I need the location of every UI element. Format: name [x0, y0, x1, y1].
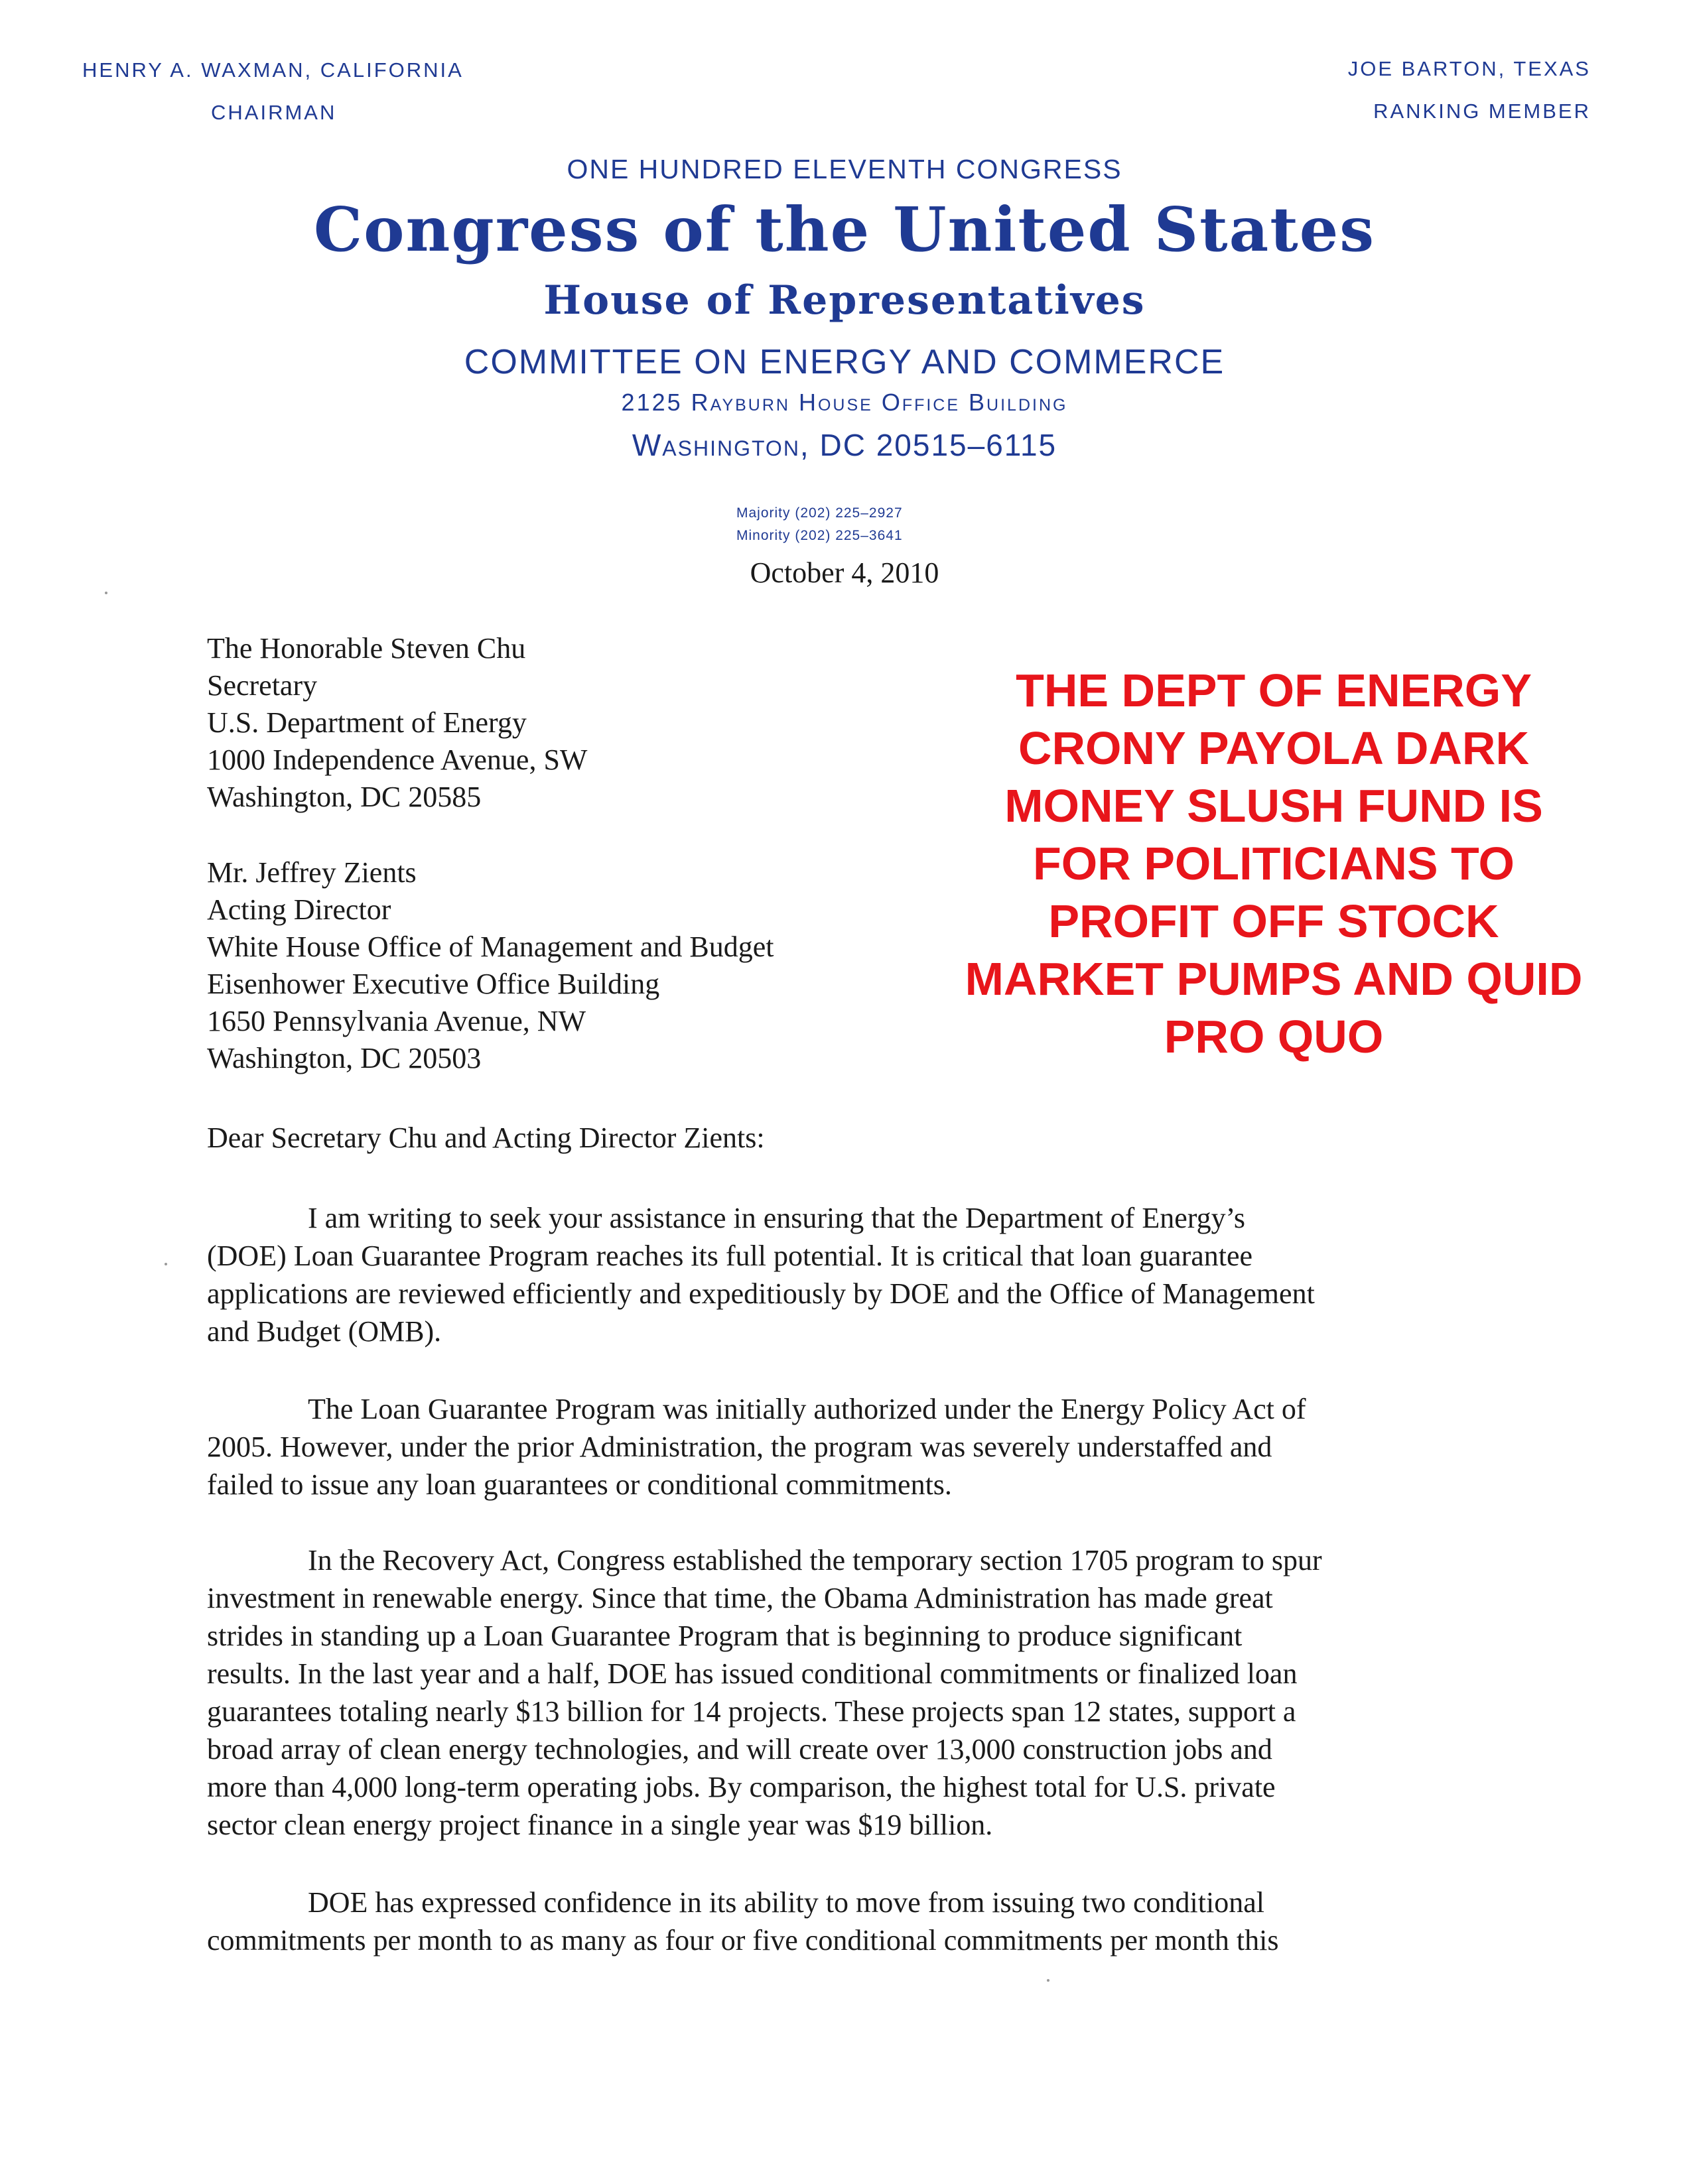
committee-name: COMMITTEE ON ENERGY AND COMMERCE — [464, 343, 1225, 381]
recipient-address-chu — [207, 630, 587, 816]
scan-speck — [105, 592, 107, 594]
red-overlay-annotation — [915, 662, 1632, 1066]
address-line: Secretary — [207, 669, 318, 702]
recipient-address-zients — [207, 854, 774, 1077]
paragraph-line: sector clean energy project finance in a single year was $19 billion. — [207, 1809, 993, 1841]
paragraph-line: DOE has expressed confidence in its ability to move from issuing two conditional — [308, 1886, 1264, 1919]
scan-speck — [165, 1263, 167, 1265]
paragraph-line: applications are reviewed efficiently and expeditiously by DOE and the Office of Management — [207, 1277, 1315, 1310]
congress-title: Congress of the United States — [313, 194, 1376, 265]
paragraph-line: more than 4,000 long-term operating jobs. By comparison, the highest total for U.S. private — [207, 1771, 1276, 1803]
address-line: Acting Director — [207, 893, 391, 926]
paragraph-line: failed to issue any loan guarantees or conditional commitments. — [207, 1468, 952, 1501]
paragraph-line: commitments per month to as many as four or five conditional commitments per month this — [207, 1924, 1279, 1957]
paragraph-line: and Budget (OMB). — [207, 1315, 442, 1348]
address-line: Washington, DC 20585 — [207, 781, 482, 813]
paragraph-line: I am writing to seek your assistance in ensuring that the Department of Energy’s — [308, 1202, 1245, 1234]
overlay-line: THE DEPT OF ENERGY — [1016, 665, 1532, 716]
address-line: Washington, DC 20503 — [207, 1042, 482, 1074]
overlay-line: PROFIT OFF STOCK — [1048, 895, 1499, 947]
paragraph-3 — [207, 1541, 1322, 1844]
overlay-line: MONEY SLUSH FUND IS — [1004, 780, 1543, 832]
address-line: White House Office of Management and Budget — [207, 931, 774, 963]
paragraph-line: The Loan Guarantee Program was initially authorized under the Energy Policy Act of — [308, 1393, 1306, 1425]
paragraph-line: guarantees totaling nearly $13 billion for 14 projects. These projects span 12 states, support a — [207, 1695, 1296, 1728]
paragraph-line: results. In the last year and a half, DOE has issued conditional commitments or finalized loan — [207, 1657, 1298, 1690]
paragraph-line: broad array of clean energy technologies, and will create over 13,000 construction jobs and — [207, 1733, 1272, 1766]
paragraph-line: investment in renewable energy. Since that time, the Obama Administration has made great — [207, 1582, 1273, 1614]
address-line: 1650 Pennsylvania Avenue, NW — [207, 1005, 586, 1037]
paragraph-line: 2005. However, under the prior Administration, the program was severely understaffed and — [207, 1431, 1272, 1463]
ranking-member-title: RANKING MEMBER — [1373, 99, 1591, 123]
office-city: Washington, DC 20515–6115 — [632, 428, 1057, 462]
letter-date: October 4, 2010 — [750, 556, 939, 589]
chairman-name: HENRY A. WAXMAN, CALIFORNIA — [82, 58, 464, 82]
address-line: The Honorable Steven Chu — [207, 632, 526, 665]
house-title: House of Representatives — [543, 277, 1146, 324]
overlay-line: CRONY PAYOLA DARK — [1018, 722, 1530, 774]
paragraph-line: (DOE) Loan Guarantee Program reaches its full potential. It is critical that loan guarantee — [207, 1240, 1253, 1272]
salutation: Dear Secretary Chu and Acting Director Zients: — [207, 1122, 765, 1154]
paragraph-2 — [207, 1390, 1306, 1504]
paragraph-line: strides in standing up a Loan Guarantee Program that is beginning to produce significant — [207, 1620, 1243, 1652]
chairman-title: CHAIRMAN — [211, 101, 337, 124]
overlay-line: PRO QUO — [1164, 1011, 1384, 1062]
scan-speck — [1047, 1979, 1049, 1982]
address-line: U.S. Department of Energy — [207, 706, 527, 739]
overlay-line: MARKET PUMPS AND QUID — [965, 953, 1583, 1005]
address-line: 1000 Independence Avenue, SW — [207, 743, 588, 776]
paragraph-4 — [207, 1884, 1279, 1959]
office-address: 2125 Rayburn House Office Building — [621, 389, 1068, 416]
address-line: Mr. Jeffrey Zients — [207, 856, 417, 889]
address-line: Eisenhower Executive Office Building — [207, 968, 660, 1000]
congress-number: ONE HUNDRED ELEVENTH CONGRESS — [567, 154, 1122, 184]
phone-majority: Majority (202) 225–2927 — [736, 505, 903, 521]
paragraph-1 — [207, 1199, 1315, 1350]
paragraph-line: In the Recovery Act, Congress established the temporary section 1705 program to spur — [308, 1544, 1322, 1576]
overlay-line: FOR POLITICIANS TO — [1033, 838, 1515, 889]
ranking-member-name: JOE BARTON, TEXAS — [1347, 57, 1591, 80]
phone-minority: Minority (202) 225–3641 — [736, 528, 903, 543]
